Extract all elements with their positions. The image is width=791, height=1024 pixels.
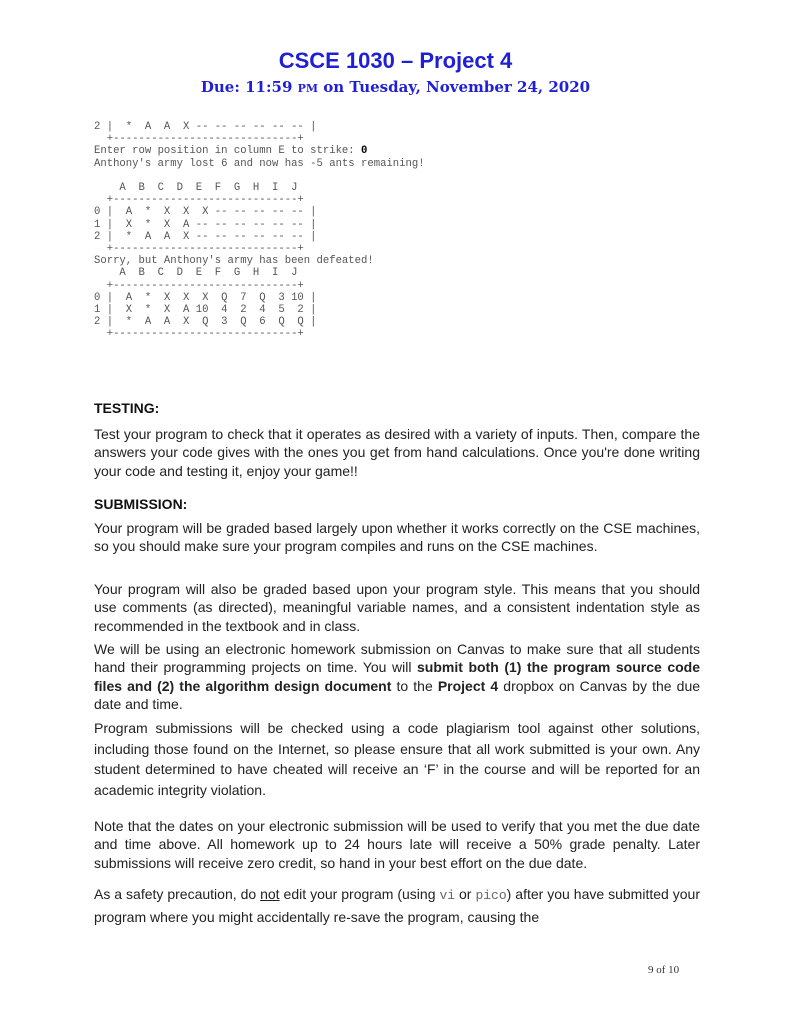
page-number: 9 of 10 [648, 964, 680, 976]
console-line: A B C D E F G H I J [94, 182, 298, 195]
due-date [0, 78, 791, 96]
console-line: Sorry, but Anthony's army has been defeated! [94, 255, 374, 268]
console-line: 2 | * A A X -- -- -- -- -- -- | [94, 121, 317, 133]
due-prefix: Due: 11:59 [200, 78, 298, 96]
console-line: A B C D E F G H I J [94, 267, 298, 280]
submission-paragraph-dates: Note that the dates on your electronic submission will be used to verify that you met the due date and time above. All homework up to 24 hours late will receive a 50% grade penalty. Later submissions will receive zero credit, so hand in your best effort on the due date. [94, 818, 700, 871]
console-line: 1 | X * X A -- -- -- -- -- -- | [94, 218, 317, 231]
safety-text-pico: pico [475, 888, 507, 903]
console-line: +-----------------------------+ [94, 133, 304, 146]
console-line: 0 | A * X X X Q 7 Q 3 10 | [94, 291, 317, 304]
safety-text-vi: vi [439, 888, 456, 903]
safety-text-not: not [260, 886, 280, 902]
console-line: +-----------------------------+ [94, 328, 304, 341]
safety-text-c: ) after you have submitted your program where you might accidentally re-save the program, causing the [94, 886, 700, 925]
console-line: 2 | * A A X Q 3 Q 6 Q Q | [94, 316, 317, 329]
submission-paragraph-safety [94, 884, 700, 927]
submission-heading: SUBMISSION: [94, 496, 188, 512]
canvas-text-a: We will be using an electronic homework submission on Canvas to make sure that all students hand their programming projects on time. You will [94, 641, 700, 676]
canvas-text-bold: submit both (1) the program source code files and (2) the algorithm design document [94, 659, 701, 694]
console-line: 1 | X * X A 10 4 2 4 5 2 | [94, 304, 317, 317]
submission-paragraph-plagiarism: Program submissions will be checked using a code plagiarism tool against other solutions, including those found on the Internet, so please ensure that all work submitted is your own. Any student determined to have cheated will receive an ‘F’ in the course and will be reported for an academic integrity violation. [94, 720, 700, 798]
console-line: +-----------------------------+ [94, 279, 304, 292]
safety-text-b: edit your program (using [279, 886, 440, 902]
console-output [94, 121, 425, 341]
submission-paragraph-grading: Your program will be graded based largely upon whether it works correctly on the CSE machines, so you should make sure your program compiles and runs on the CSE machines. [94, 520, 700, 555]
safety-text-or: or [455, 886, 476, 902]
console-line: 0 | A * X X X -- -- -- -- -- | [94, 206, 317, 219]
due-pm: PM [297, 82, 319, 95]
submission-paragraph-style: Your program will also be graded based upon your program style. This means that you should use comments (as directed), meaningful variable names, and a consistent indentation style as recommended in the textbook and in class. [94, 581, 700, 634]
canvas-text-project: Project 4 [437, 677, 499, 694]
testing-paragraph: Test your program to check that it operates as desired with a variety of inputs. Then, compare the answers your code gives with the ones you get from hand calculations. Once you're done writing your code and testing it, enjoy your game!! [94, 426, 700, 479]
testing-heading: TESTING: [94, 400, 160, 416]
canvas-text-e: dropbox on Canvas by the due date and time. [94, 677, 701, 713]
safety-text-a: As a safety precaution, do [94, 886, 261, 902]
console-line: 2 | * A A X -- -- -- -- -- -- | [94, 230, 317, 243]
page-title: CSCE 1030 – Project 4 [278, 48, 513, 73]
console-line: +-----------------------------+ [94, 194, 304, 207]
canvas-text-c: to the [391, 677, 438, 694]
due-suffix: on Tuesday, November 24, 2020 [318, 78, 591, 96]
console-user-input: 0 [361, 145, 368, 158]
console-line: +-----------------------------+ [94, 243, 304, 256]
console-line: Enter row position in column E to strike: [94, 145, 362, 158]
submission-paragraph-canvas [94, 640, 700, 714]
console-line: Anthony's army lost 6 and now has -5 ants remaining! [94, 157, 425, 170]
